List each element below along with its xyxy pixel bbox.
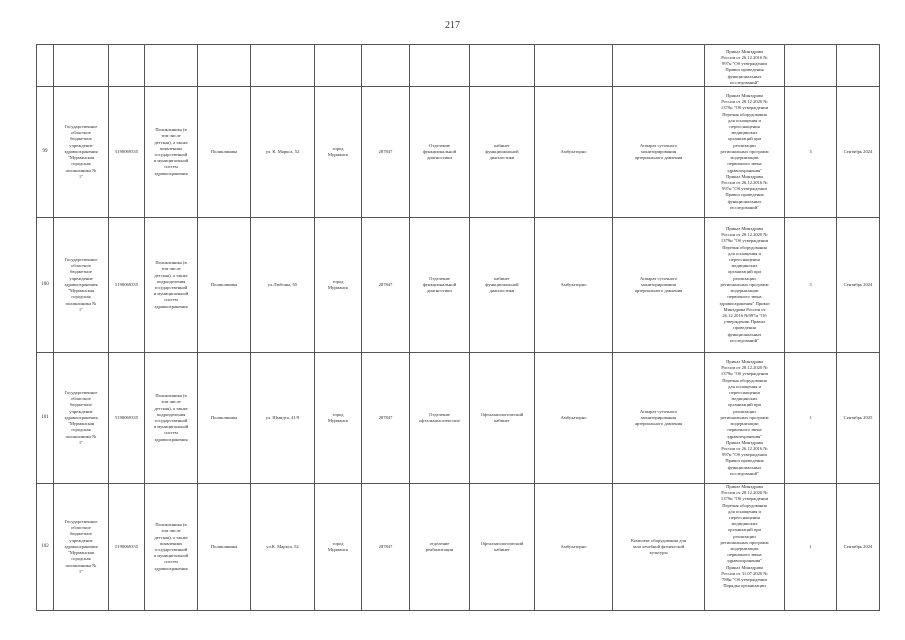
cell-room: кабинет функциональной диагностики: [470, 218, 535, 353]
cell-address: ул. К. Маркса, 52: [251, 87, 315, 218]
cell-qty: [785, 45, 837, 87]
cell-type: Поликлиника: [198, 87, 251, 218]
cell-inn: 5190069335: [109, 87, 145, 218]
cell-num: 100: [37, 218, 54, 353]
cell-city: [315, 45, 362, 87]
table-row: [37, 353, 880, 484]
cell-care: Амбулаторно: [535, 353, 613, 484]
cell-inn: 5190069335: [109, 484, 145, 611]
cell-city: город Мурманск: [315, 87, 362, 218]
cell-purpose: [145, 45, 198, 87]
cell-num: 101: [37, 353, 54, 484]
cell-qty: 1: [785, 484, 837, 611]
cell-purpose: Поликлиника (в том числе детская), а также появлениях государственной и муниципальной систем здравоохранения: [145, 87, 198, 218]
cell-inn: 5190069335: [109, 353, 145, 484]
cell-basis: Приказ Минздрава России от 28.12.2020 № 1379н "Об утверждении Перечня оборудования для оснащения и переоснащения медицинских организаций при реализации региональных программ модернизации первичного звена здравоохранения" Приказ Минздрава России от 31.07.2020 № 788н "Об утверждении Порядка организации: [705, 484, 785, 611]
cell-room: [470, 45, 535, 87]
cell-type: Поликлиника: [198, 218, 251, 353]
cell-address: ул. Шмидта, 41/9: [251, 353, 315, 484]
cell-date: [837, 45, 880, 87]
table-row: [37, 218, 880, 353]
cell-city: город Мурманск: [315, 484, 362, 611]
cell-equipment: Аппарат суточного мониторирования артериального давления: [613, 218, 705, 353]
cell-purpose: Поликлиника (в том числе детская), а также подразделения государственной и муниципальной систем здравоохранения: [145, 353, 198, 484]
cell-care: [535, 45, 613, 87]
cell-num: 99: [37, 87, 54, 218]
cell-type: Поликлиника: [198, 353, 251, 484]
cell-dept: Отделение офтальмологическое: [410, 353, 470, 484]
cell-date: Сентябрь 2024: [837, 218, 880, 353]
cell-num: 102: [37, 484, 54, 611]
cell-org: Государственное областное бюджетное учреждение здравоохранения "Мурманская городская поликлиника № 1": [54, 87, 109, 218]
equipment-table: [36, 44, 880, 611]
cell-type: Поликлиника: [198, 484, 251, 611]
cell-equipment: Аппарат суточного мониторирования артериального давления: [613, 353, 705, 484]
cell-basis: Приказ Минздрава России от 28.12.2020 № 1379н "Об утверждении Перечня оборудования для оснащения и переоснащения медицинских организаций при реализации региональных программ модернизации первичного звена здравоохранения" Приказ Минздрава России от 26.12.2016 № 997н "Об утверждении Правил проведения функциональных исследований": [705, 87, 785, 218]
cell-purpose: Поликлиника (в том числе детская), а также появлениях государственной и муниципальной систем здравоохранения: [145, 484, 198, 611]
cell-room: Офтальмологический кабинет: [470, 353, 535, 484]
cell-code: 287847: [362, 218, 410, 353]
cell-equipment: [613, 45, 705, 87]
cell-qty: 3: [785, 87, 837, 218]
cell-equipment: Аппарат суточного мониторирования артериального давления: [613, 87, 705, 218]
cell-dept: Отделение функциональной диагностики: [410, 218, 470, 353]
cell-qty: 3: [785, 218, 837, 353]
cell-dept: Отделение функциональной диагностики: [410, 87, 470, 218]
cell-org: Государственное областное бюджетное учреждение здравоохранения "Мурманская городская поликлиника № 1": [54, 484, 109, 611]
cell-basis: Приказ Минздрава России от 28.12.2020 № 1379н "Об утверждении Перечня оборудования для оснащения и переоснащения медицинских организаций при реализации региональных программ модернизации первичного звена здравоохранения" Приказ Минздрава России от 26.12.2016 №997н "Об утверждении Правил проведения функциональных исследований": [705, 218, 785, 353]
cell-address: ул.Любоны, 65: [251, 218, 315, 353]
cell-dept: отделение реабилитации: [410, 484, 470, 611]
cell-org: Государственное областное бюджетное учреждение здравоохранения "Мурманская городская поликлиника № 1": [54, 353, 109, 484]
cell-code: [362, 45, 410, 87]
page-number: 217: [445, 20, 460, 31]
cell-code: 287847: [362, 353, 410, 484]
cell-address: ул.К. Маркса, 52: [251, 484, 315, 611]
cell-type: [198, 45, 251, 87]
cell-date: Сентябрь 2024: [837, 484, 880, 611]
cell-basis: Приказ Минздрава России от 28.12.2020 № 1379н "Об утверждении Перечня оборудования для оснащения и переоснащения медицинских организаций при реализации региональных программ модернизации первичного звена здравоохранения" Приказ Минздрава России от 26.12.2016 № 997н "Об утверждении Правил проведения функциональных исследований": [705, 353, 785, 484]
cell-purpose: Поликлиника (в том числе детская), а также подразделения государственной и муниципальной систем здравоохранения: [145, 218, 198, 353]
cell-care: Амбулаторно: [535, 218, 613, 353]
cell-city: город Мурманск: [315, 353, 362, 484]
cell-inn: [109, 45, 145, 87]
table-row: [37, 45, 880, 87]
table-row: [37, 484, 880, 611]
cell-dept: [410, 45, 470, 87]
cell-equipment: Комплект оборудования для зала лечебной физической культуры: [613, 484, 705, 611]
cell-date: Сентябрь 2024: [837, 87, 880, 218]
cell-num: [37, 45, 54, 87]
cell-qty: 1: [785, 353, 837, 484]
table-row: [37, 87, 880, 218]
cell-org: Государственное областное бюджетное учреждение здравоохранения "Мурманская городская поликлиника № 1": [54, 218, 109, 353]
cell-date: Сентябрь 2025: [837, 353, 880, 484]
cell-care: Амбулаторно: [535, 87, 613, 218]
cell-care: Амбулаторно: [535, 484, 613, 611]
cell-room: кабинет функциональной диагностики: [470, 87, 535, 218]
cell-code: 287847: [362, 87, 410, 218]
cell-inn: 5190069335: [109, 218, 145, 353]
cell-org: [54, 45, 109, 87]
cell-basis: Приказ Минздрава России от 26.12.2016 № 997н "Об утверждении Правил проведения функциональных исследований": [705, 45, 785, 87]
cell-city: город Мурманск: [315, 218, 362, 353]
cell-address: [251, 45, 315, 87]
cell-room: Офтальмологический кабинет: [470, 484, 535, 611]
cell-code: 287847: [362, 484, 410, 611]
